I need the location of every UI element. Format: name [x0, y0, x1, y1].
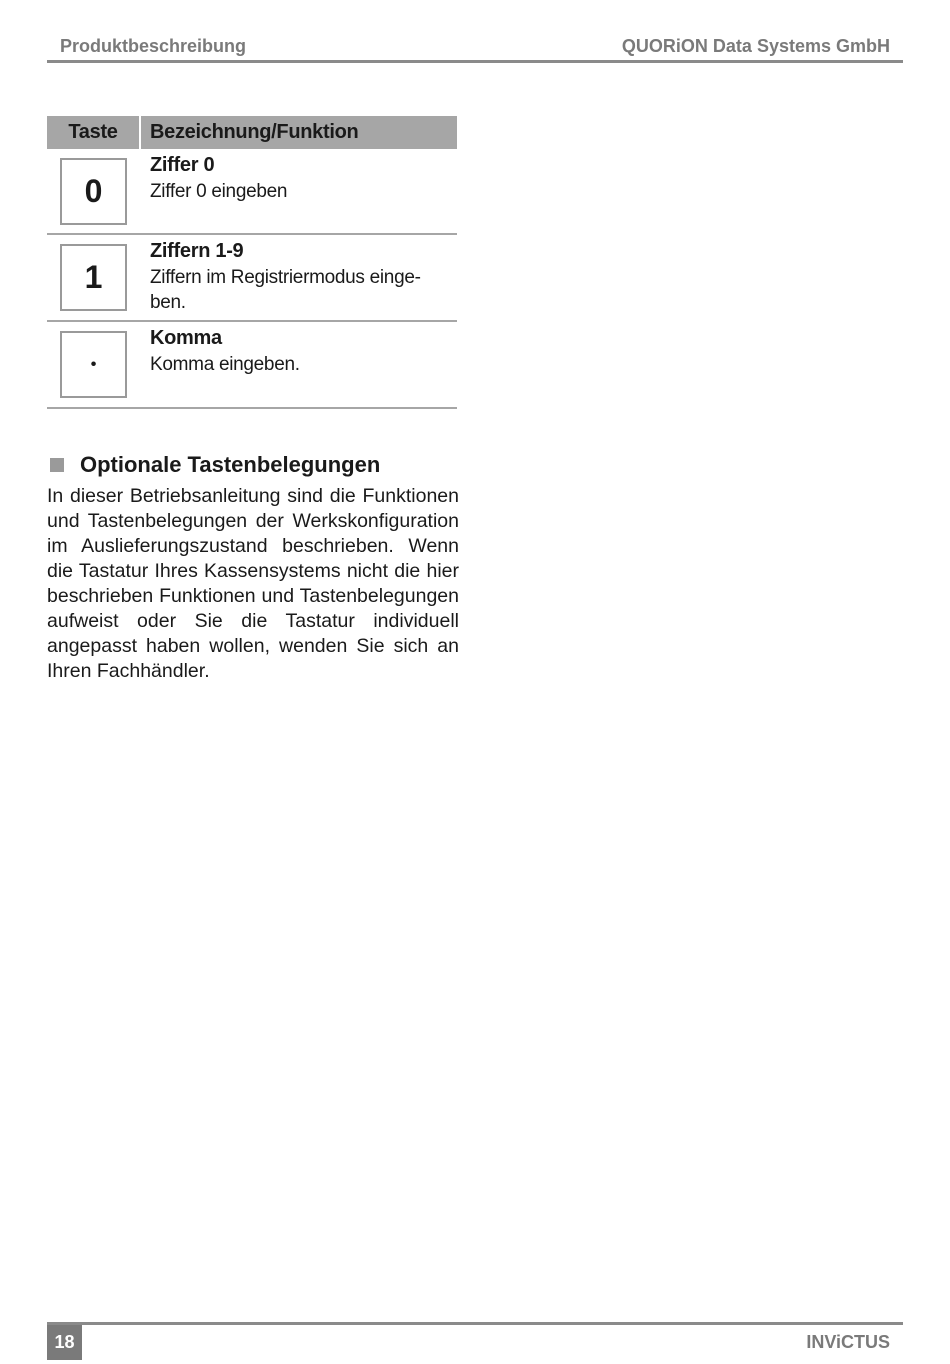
keycap-0: 0	[60, 158, 127, 225]
table-header-row	[47, 116, 457, 149]
product-name: INViCTUS	[806, 1332, 890, 1352]
row-title: Komma	[150, 327, 222, 349]
section-heading	[47, 450, 459, 480]
row-description: Komma eingeben.	[150, 354, 300, 375]
table-row	[47, 149, 457, 235]
row-title: Ziffer 0	[150, 154, 215, 176]
row-title: Ziffern 1-9	[150, 240, 244, 262]
section-name: Produktbeschreibung	[60, 36, 247, 56]
page-header	[47, 34, 903, 63]
table-row	[47, 322, 457, 409]
section-title: Optionale Tastenbelegungen	[80, 452, 381, 477]
column-header-key: Taste	[47, 116, 139, 149]
keycap-1: 1	[60, 244, 127, 311]
row-description: Ziffer 0 eingeben	[150, 181, 288, 202]
table-row	[47, 235, 457, 322]
keycap-comma: •	[60, 331, 127, 398]
company-name: QUORiON Data Systems GmbH	[621, 36, 890, 56]
row-description: Ziffern im Registriermodus einge- ben.	[150, 267, 421, 313]
page-footer	[47, 1322, 903, 1361]
key-function-table	[47, 116, 457, 409]
optional-keys-section	[47, 450, 459, 704]
column-header-function: Bezeichnung/Funktion	[141, 116, 457, 149]
page-number: 18	[47, 1325, 82, 1360]
square-bullet-icon	[50, 458, 64, 472]
section-body: In dieser Betriebsanleitung sind die Funktionen und Tastenbelegungen der Werkskonfiguration im Auslieferungszustand beschrieben. Wenn die Tastatur Ihres Kassensystems nicht die hier beschrieben Funktionen und Tastenbelegungen aufweist oder Sie die Tastatur individuell angepasst haben wollen, wenden Sie sich an Ihren Fachhändler.	[47, 485, 459, 682]
